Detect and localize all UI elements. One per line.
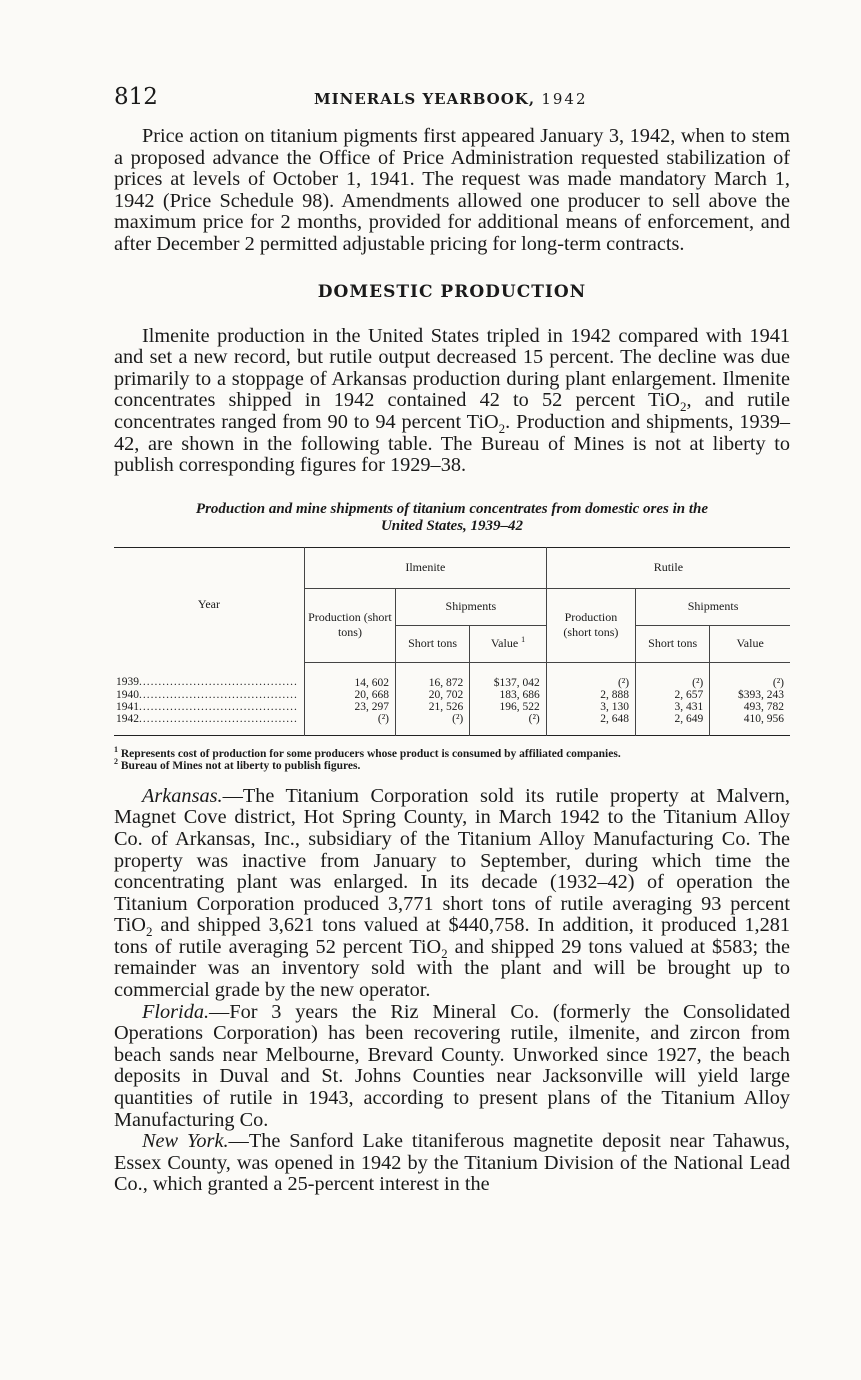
titanium-table	[114, 547, 790, 736]
table-row	[114, 662, 790, 689]
year-value: 1940	[116, 688, 139, 701]
col-header-rutile-value: Value	[710, 625, 790, 662]
rutile-shipments-cell: (²)	[636, 662, 710, 689]
col-header-ilmenite-value	[470, 625, 547, 662]
ilmenite-production-cell: 23, 297	[304, 701, 395, 713]
col-header-rutile-production: Production (short tons)	[546, 588, 635, 662]
florida-text: —For 3 years the Riz Mineral Co. (formerly the Consolidated Operations Corporation) has been recovering rutile, ilmenite, and zircon from beach sands near Melbourne, Brevard County. Unworked since 1927, the beach deposits in Duval and St. Johns Counties near Jacksonville will yield large quantities of rutile in 1943, according to present plans of the Titanium Alloy Manufacturing Co.	[114, 1000, 790, 1131]
rutile-value-cell: 493, 782	[710, 701, 790, 713]
table-footnotes	[114, 744, 790, 772]
ilmenite-production-cell: (²)	[304, 713, 395, 736]
rutile-shipments-cell: 3, 431	[636, 701, 710, 713]
col-header-ilmenite-shipments: Shipments	[396, 588, 547, 625]
footnote-2	[114, 756, 790, 772]
rutile-shipments-cell: 2, 649	[636, 713, 710, 736]
running-title	[314, 90, 588, 108]
year-cell: 1940.........................................	[116, 688, 298, 701]
domestic-text-1: Ilmenite production in the United States tripled in 1942 compared with 1941 and set a new record, but rutile output decreased 15 percent. The decline was due primarily to a stoppage of Arkansas production during plant enlargement. Ilmenite concentrates shipped in 1942 contained 42 to 52 percent TiO	[114, 324, 790, 412]
year-value: 1939	[116, 676, 139, 689]
domestic-text-3: . Production and shipments, 1939–42, are shown in the following table. The Bureau of Mines is not at liberty to publish corresponding figures for 1929–38.	[114, 410, 791, 477]
table-row	[114, 689, 790, 701]
subscript-2: 2	[145, 924, 153, 940]
arkansas-text-2: and shipped 3,621 tons valued at $440,758. In addition, it produced 1,281 tons of rutile averaging 52 percent TiO	[114, 914, 790, 958]
ilmenite-value-cell: 183, 686	[470, 689, 547, 701]
rutile-value-cell: (²)	[710, 662, 790, 689]
rutile-value-cell: $393, 243	[710, 689, 790, 701]
col-header-ilmenite: Ilmenite	[304, 547, 546, 588]
rutile-value-cell: 410, 956	[710, 713, 790, 736]
rutile-shipments-cell: 2, 657	[636, 689, 710, 701]
state-label: New York.	[142, 1130, 229, 1153]
caption-line-1: Production and mine shipments of titanium concentrates from domestic ores in the	[195, 500, 709, 517]
section-heading: DOMESTIC PRODUCTION	[317, 281, 587, 302]
table-row	[114, 701, 790, 713]
ilmenite-value-cell: $137, 042	[470, 662, 547, 689]
rutile-production-cell: 2, 888	[546, 689, 635, 701]
col-header-ilmenite-short-tons: Short tons	[396, 625, 470, 662]
domestic-text-2: , and rutile concentrates ranged from 90 to 94 percent TiO	[114, 389, 790, 433]
footnote-1	[114, 744, 790, 760]
ilmenite-shipments-cell: (²)	[396, 713, 470, 736]
state-label: Arkansas.	[142, 784, 223, 807]
ilmenite-shipments-cell: 20, 702	[396, 689, 470, 701]
state-label: Florida.	[142, 1000, 210, 1023]
table-row	[114, 713, 790, 736]
caption-line-2: United States, 1939–42	[380, 517, 524, 534]
year-cell: 1939.........................................	[116, 676, 298, 689]
new-york-text: —The Sanford Lake titaniferous magnetite deposit near Tahawus, Essex County, was opened in 1942 by the Titanium Division of the National Lead Co., which granted a 25-percent interest in the	[114, 1130, 790, 1196]
footnote-mark: 2	[114, 756, 118, 766]
subscript-2: 2	[441, 945, 448, 961]
page	[114, 84, 790, 1196]
florida-paragraph	[114, 1002, 790, 1132]
col-header-rutile: Rutile	[546, 547, 790, 588]
year-value: 1942	[116, 712, 139, 725]
footnote-text: Bureau of Mines not at liberty to publish figures.	[120, 759, 361, 772]
arkansas-text-3: and shipped 29 tons valued at $583; the remainder was an inventory sold with the plant and will be brought up to commercial grade by the new operator.	[114, 935, 790, 1002]
ilmenite-shipments-cell: 16, 872	[396, 662, 470, 689]
year-cell: 1942.........................................	[116, 712, 298, 725]
col-header-rutile-short-tons: Short tons	[636, 625, 710, 662]
ilmenite-production-cell: 20, 668	[304, 689, 395, 701]
running-title-year: 1942	[541, 90, 588, 108]
col-header-rutile-shipments: Shipments	[636, 588, 790, 625]
rutile-production-cell: 3, 130	[546, 701, 635, 713]
rutile-production-cell: 2, 648	[546, 713, 635, 736]
year-cell: 1941.........................................	[116, 700, 298, 713]
ilmenite-value-cell: 196, 522	[470, 701, 547, 713]
ilmenite-value-cell: (²)	[470, 713, 547, 736]
subscript-2: 2	[679, 399, 687, 415]
col-header-year: Year	[197, 597, 220, 612]
arkansas-paragraph	[114, 786, 790, 1002]
ilmenite-shipments-cell: 21, 526	[396, 701, 470, 713]
year-value: 1941	[116, 700, 139, 713]
ilmenite-production-cell: 14, 602	[304, 662, 395, 689]
col-header-ilmenite-production: Production (short tons)	[304, 588, 395, 662]
rutile-production-cell: (²)	[546, 662, 635, 689]
new-york-paragraph	[114, 1131, 790, 1196]
page-header	[114, 84, 790, 114]
arkansas-text-1: —The Titanium Corporation sold its rutile property at Malvern, Magnet Cove district, Hot Spring County, in March 1942 to the Titanium Alloy Co. of Arkansas, Inc., subsidiary of the Titanium Alloy Manufacturing Co. The property was inactive from January to September, during which time the concentrating plant was enlarged. In its decade (1932–42) of operation the Titanium Corporation produced 3,771 short tons of rutile averaging 93 percent TiO	[114, 784, 790, 937]
footnote-text: Represents cost of production for some producers whose product is consumed by affiliated companies.	[120, 747, 621, 760]
subscript-2: 2	[498, 420, 506, 436]
value-label: Value	[490, 636, 519, 651]
domestic-production-paragraph	[114, 326, 790, 477]
footnote-mark: 1	[114, 744, 118, 754]
page-number: 812	[114, 84, 158, 110]
intro-paragraph: Price action on titanium pigments first appeared January 3, 1942, when to stem a proposed advance the Office of Price Administration requested stabilization of prices at levels of October 1, 1941. The request was made mandatory March 1, 1942 (Price Schedule 98). Amendments allowed one producer to sell above the maximum price for 2 months, provided for additional means of enforcement, and after December 2 permitted adjustable pricing for long-term contracts.	[114, 125, 790, 255]
table-caption	[114, 501, 790, 535]
footnote-mark: 1	[521, 635, 526, 645]
running-title-text: MINERALS YEARBOOK,	[314, 90, 536, 108]
